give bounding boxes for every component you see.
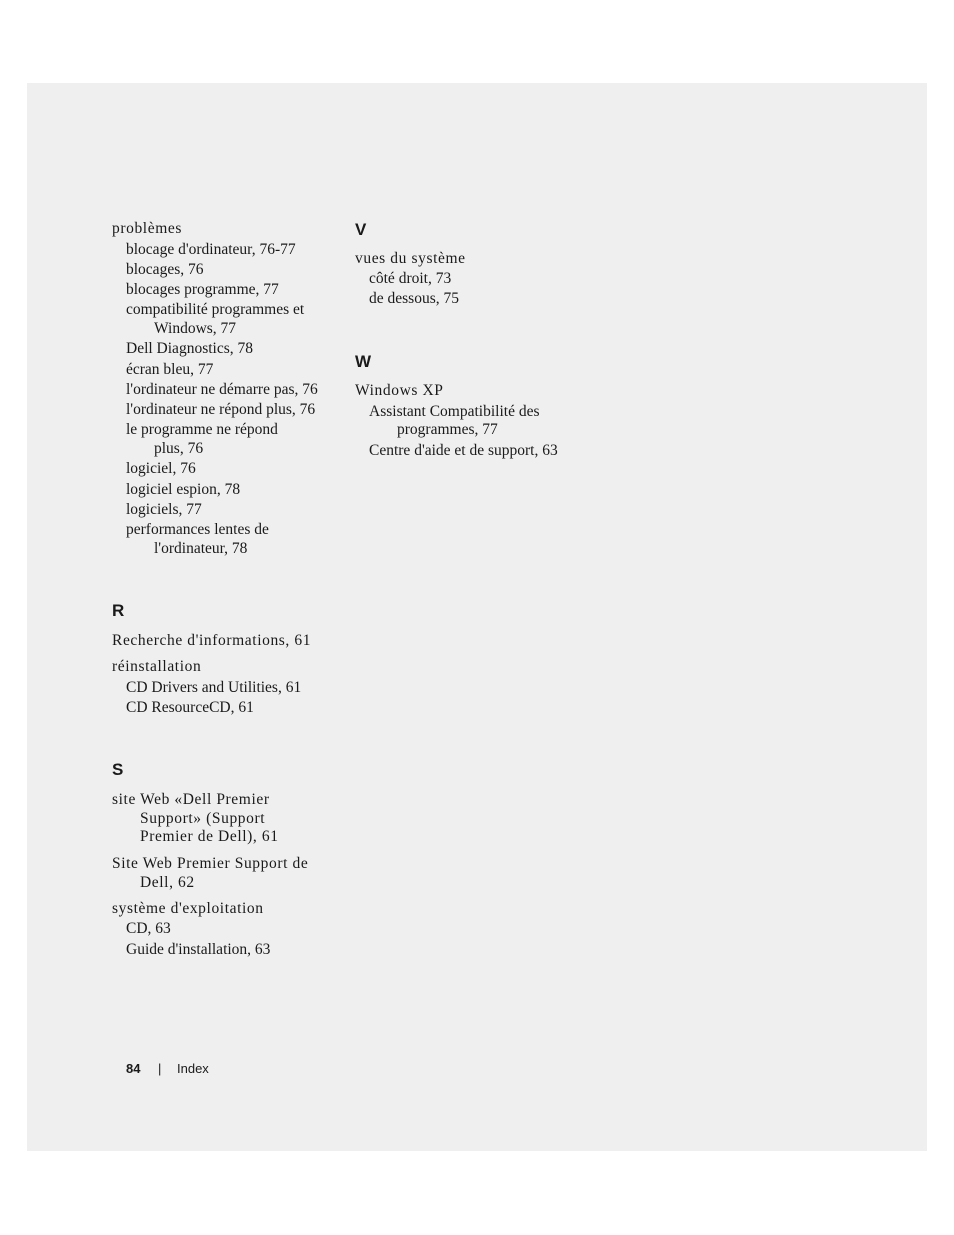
subentry: CD ResourceCD, 61	[126, 699, 254, 716]
footer-separator: |	[158, 1061, 162, 1076]
subentry-continuation: l'ordinateur, 78	[154, 540, 248, 557]
subentry: blocages programme, 77	[126, 281, 279, 298]
subentry: Centre d'aide et de support, 63	[369, 442, 558, 459]
section-letter-v: V	[355, 220, 367, 239]
entry-site-web-premier: Site Web Premier Support de	[112, 855, 309, 872]
footer-section-title: Index	[177, 1061, 209, 1076]
entry-vues: vues du système	[355, 250, 466, 267]
subentry: CD Drivers and Utilities, 61	[126, 679, 302, 696]
page-number: 84	[126, 1061, 141, 1076]
subentry: performances lentes de	[126, 521, 269, 538]
subentry-continuation: Windows, 77	[154, 320, 237, 337]
subentry: de dessous, 75	[369, 290, 459, 307]
entry-windows-xp: Windows XP	[355, 382, 444, 399]
subentry: l'ordinateur ne répond plus, 76	[126, 401, 316, 418]
subentry: l'ordinateur ne démarre pas, 76	[126, 381, 318, 398]
subentry: logiciel, 76	[126, 460, 196, 477]
entry-continuation: Dell, 62	[140, 874, 195, 891]
subentry: blocage d'ordinateur, 76-77	[126, 241, 296, 258]
subentry: le programme ne répond	[126, 421, 278, 438]
section-letter-s: S	[112, 760, 124, 779]
entry-systeme: système d'exploitation	[112, 900, 264, 917]
index-page	[27, 83, 927, 1151]
subentry-continuation: programmes, 77	[397, 421, 498, 438]
entry-site-web: site Web «Dell Premier	[112, 791, 270, 808]
subentry: Assistant Compatibilité des	[369, 403, 540, 420]
subentry: compatibilité programmes et	[126, 301, 305, 318]
subentry: Guide d'installation, 63	[126, 941, 271, 958]
entry-continuation: Premier de Dell), 61	[140, 828, 279, 845]
entry-recherche: Recherche d'informations, 61	[112, 632, 312, 649]
subentry: côté droit, 73	[369, 270, 452, 287]
subentry-continuation: plus, 76	[154, 440, 204, 457]
subentry: Dell Diagnostics, 78	[126, 340, 253, 357]
section-letter-w: W	[355, 352, 372, 371]
subentry: logiciel espion, 78	[126, 481, 241, 498]
subentry: écran bleu, 77	[126, 361, 214, 378]
entry-continuation: Support» (Support	[140, 810, 266, 827]
entry-reinstallation: réinstallation	[112, 658, 202, 675]
entry-problemes: problèmes	[112, 220, 182, 237]
subentry: blocages, 76	[126, 261, 204, 278]
subentry: logiciels, 77	[126, 501, 202, 518]
section-letter-r: R	[112, 601, 125, 620]
subentry: CD, 63	[126, 920, 171, 937]
